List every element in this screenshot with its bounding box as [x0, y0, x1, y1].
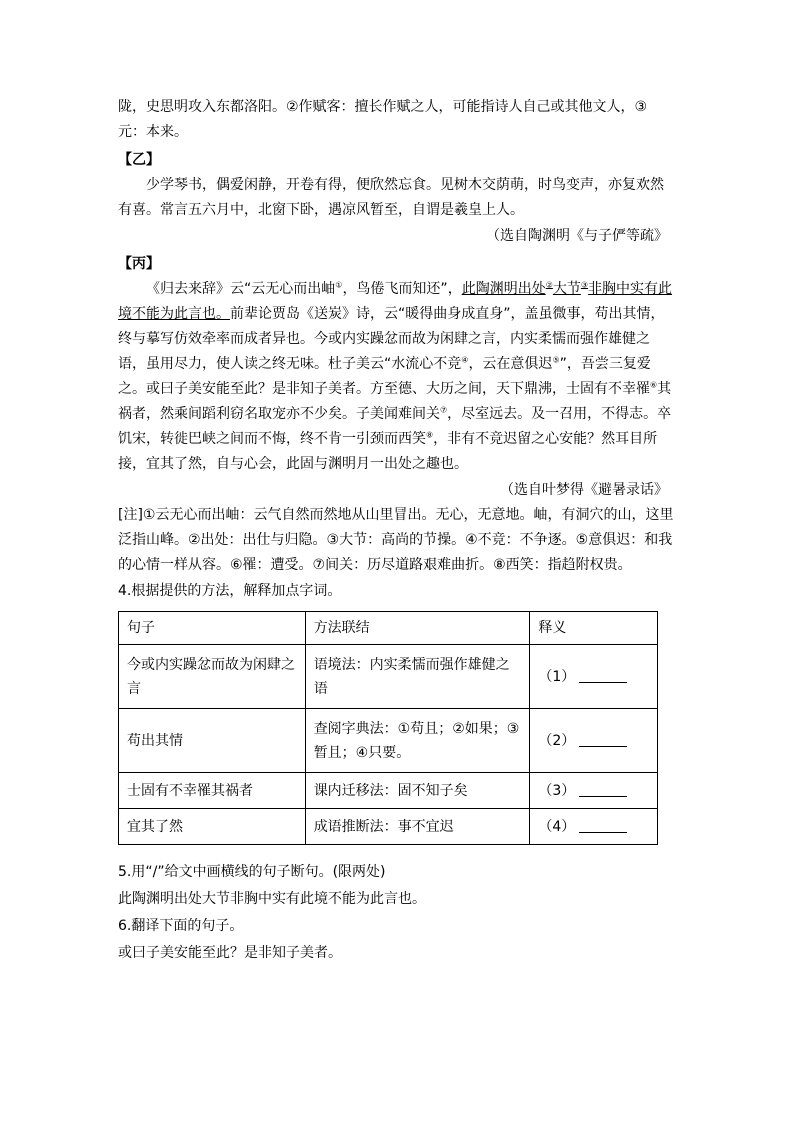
sentence-cell: 宜其了然 — [119, 809, 306, 845]
sentence-cell: 今或内实躁忿而故为闲肆之言 — [119, 645, 306, 709]
yi-source: （选自陶渊明《与子俨等疏》 — [486, 228, 668, 244]
bing-part: 其祸者，然乘间蹈利窃名取宠亦不少矣。子美闻难间关 — [118, 381, 672, 422]
method-cell: 课内迁移法：固不知子矣 — [305, 773, 530, 809]
sentence-cell: 士固有不幸罹其祸者 — [119, 773, 306, 809]
table-row — [119, 809, 658, 845]
answer-number: （3） — [538, 782, 576, 799]
answer-cell[interactable] — [530, 709, 658, 773]
method-cell: 查阅字典法：①苟且；②如果；③暂且；④只要。 — [305, 709, 530, 773]
yi-text: 少学琴书，偶爱闲静，开卷有得，便欣然忘食。见树木交荫萌，时鸟变声，亦复欢然有喜。常言五六月中，北窗下卧，遇凉风暂至，自谓是羲皇上人。 — [118, 177, 664, 218]
note-mark: ② — [545, 280, 553, 290]
answer-cell[interactable] — [530, 773, 658, 809]
answer-blank[interactable] — [579, 818, 627, 833]
answer-number: （1） — [538, 668, 576, 685]
yi-label: 【乙】 — [118, 152, 160, 168]
method-cell: 成语推断法：事不宜迟 — [305, 809, 530, 845]
table-row — [119, 709, 658, 773]
note-mark: ① — [335, 280, 343, 290]
question-6-text: 或曰子美安能至此？是非知子美者。 — [118, 945, 342, 961]
annotations: [注]①云无心而出岫：云气自然而然地从山里冒出。无心，无意地。岫，有洞穴的山，这里泛指山峰。②出处：出仕与归隐。③大节：高尚的节操。④不竞：不争逐。⑤意俱迟：和我的心情一样从容。⑥罹：遭受。⑦间关：历尽道路艰难曲折。⑧西笑：指趋附权贵。 — [118, 507, 674, 573]
bing-part: ，鸟倦飞而知还”， — [342, 281, 462, 297]
note-mark: ③ — [580, 280, 589, 290]
question-5-text: 此陶渊明出处大节非胸中实有此境不能为此言也。 — [118, 891, 426, 907]
bing-part: 《归去来辞》云“云无心而出岫 — [146, 281, 336, 297]
bing-source: （选自叶梦得《避暑录话》 — [500, 482, 668, 498]
note-mark: ⑤ — [552, 355, 560, 365]
answer-blank[interactable] — [579, 732, 627, 747]
intro-line-1: 陇，史思明攻入东都洛阳。②作赋客：擅长作赋之人，可能指诗人自己或其他文人，③ — [118, 99, 648, 115]
question-6-title: 6.翻译下面的句子。 — [118, 918, 244, 934]
note-mark: ⑥ — [650, 380, 658, 390]
question-4-title: 4.根据提供的方法，解释加点字词。 — [118, 583, 342, 599]
method-cell: 语境法：内实柔懦而强作雄健之语 — [305, 645, 530, 709]
table-header: 方法联结 — [305, 612, 530, 645]
answer-number: （4） — [538, 818, 576, 835]
bing-part: ，非有不竞迟留之心安能？然耳目所接，宜其了然，自与心会，此固与渊明月一出处之趣也。 — [118, 431, 658, 472]
intro-line-2: 元：本来。 — [118, 124, 188, 140]
answer-cell[interactable] — [530, 809, 658, 845]
answer-number: （2） — [538, 732, 576, 749]
table-header-row — [119, 612, 658, 645]
answer-blank[interactable] — [579, 668, 627, 683]
table-header: 句子 — [119, 612, 306, 645]
method-table — [118, 611, 658, 845]
sentence-cell: 苟出其情 — [119, 709, 306, 773]
answer-cell[interactable] — [530, 645, 658, 709]
content-area — [118, 95, 674, 967]
note-mark: ⑧ — [426, 430, 434, 440]
underlined-sentence: 大节 — [552, 281, 581, 297]
question-5-title: 5.用“/”给文中画横线的句子断句。(限两处) — [118, 864, 386, 880]
table-row — [119, 645, 658, 709]
bing-label: 【丙】 — [118, 256, 160, 272]
bing-part: 前辈论贾岛《送炭》诗，云“暖得曲身成直身”，盖虽微事，苟出其情，终与摹写仿效牵率而成者异也。今或内实躁忿而故为闲肆之言，内实柔懦而强作雄健之语，虽用尽力，使人读之终无味。杜子美云“水流心不竞 — [118, 306, 665, 372]
bing-part: ”，吾尝三复爱之。或曰子美安能至此？是非知子美者。方至德、大历之间，天下鼎沸，士固有不幸罹 — [118, 356, 651, 397]
answer-blank[interactable] — [579, 782, 627, 797]
table-row — [119, 773, 658, 809]
table-header: 释义 — [530, 612, 658, 645]
underlined-sentence: 此陶渊明出处 — [461, 281, 546, 297]
bing-text — [118, 277, 674, 477]
bing-part: ，云在意俱迟 — [468, 356, 553, 372]
underlined-sentence: 非胸中实有此境不能为此言也。 — [118, 281, 673, 322]
note-mark: ④ — [461, 355, 469, 365]
bing-part: ，尽室远去。及一召用，不得志。卒饥宋，转徙巴峡之间而不悔，终不肯一引颈而西笑 — [118, 406, 672, 447]
note-mark: ⑦ — [440, 405, 448, 415]
